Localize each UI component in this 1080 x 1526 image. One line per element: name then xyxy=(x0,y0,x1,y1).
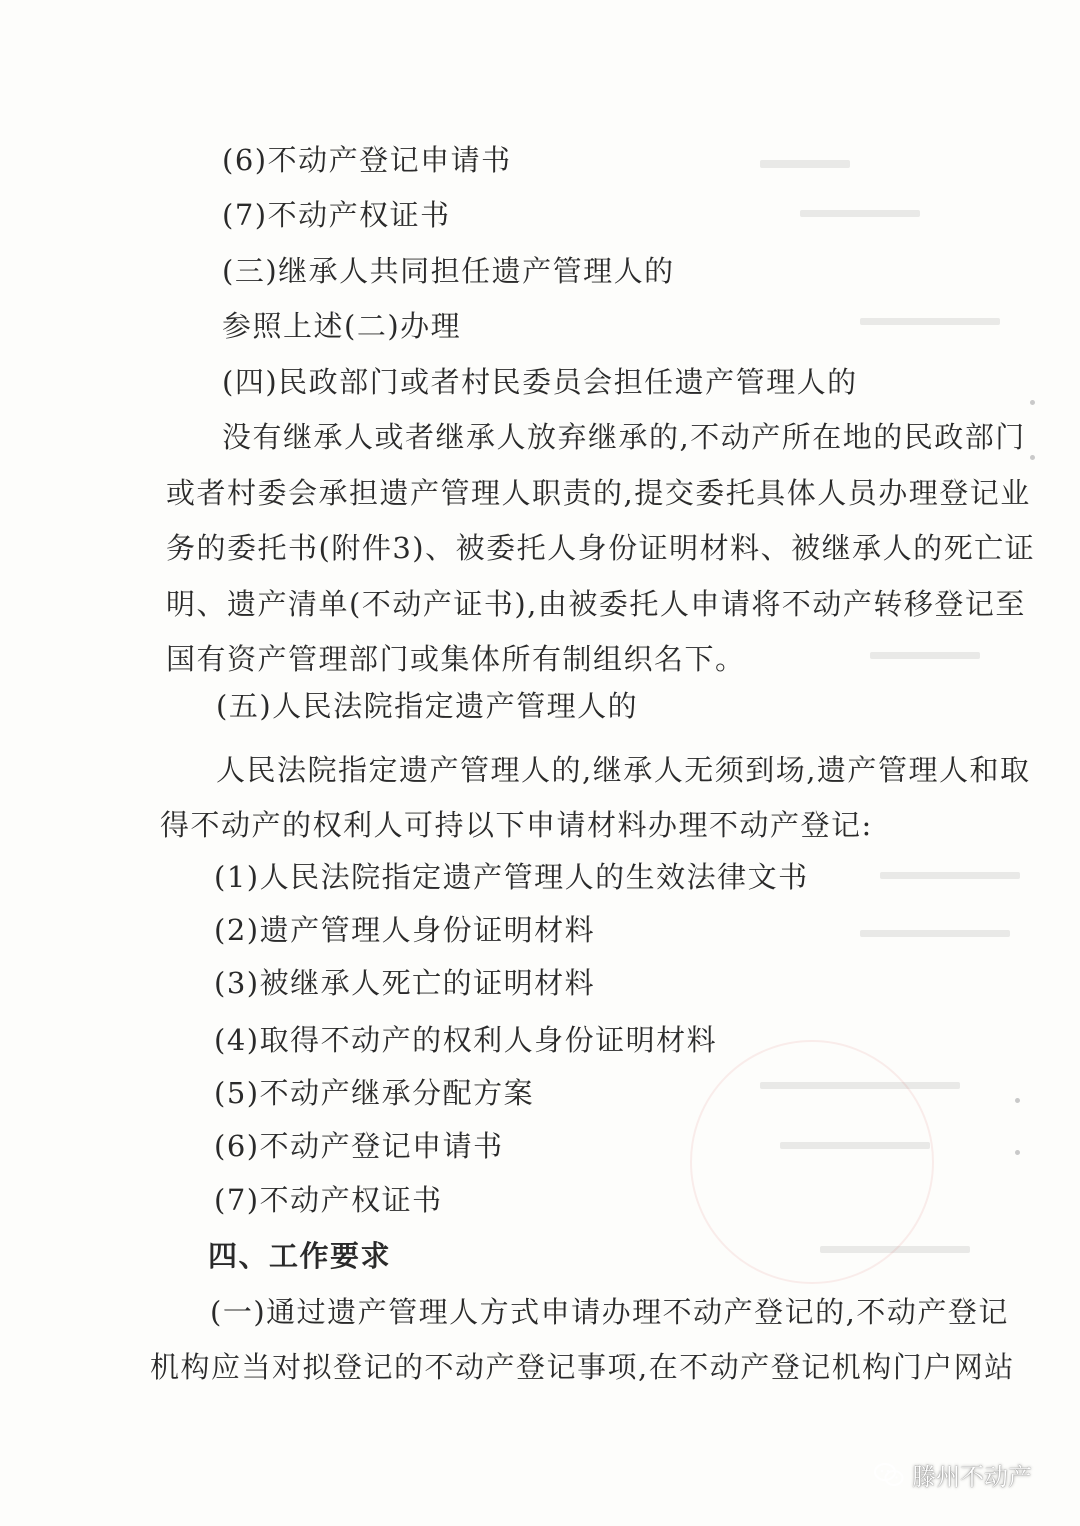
paragraph-line: 得不动产的权利人可持以下申请材料办理不动产登记: xyxy=(160,808,873,842)
list-item: (6)不动产登记申请书 xyxy=(214,1129,504,1163)
section-heading: (五)人民法院指定遗产管理人的 xyxy=(216,689,639,723)
bleed-mark xyxy=(860,318,1000,325)
list-item: (6)不动产登记申请书 xyxy=(222,143,512,177)
watermark-text: 滕州不动产 xyxy=(912,1463,1032,1491)
paragraph-line: 机构应当对拟登记的不动产登记事项,在不动产登记机构门户网站 xyxy=(150,1350,1015,1384)
paragraph-line: 国有资产管理部门或集体所有制组织名下。 xyxy=(166,642,746,676)
paragraph-line: 人民法院指定遗产管理人的,继承人无须到场,遗产管理人和取 xyxy=(216,753,1031,787)
list-item: (2)遗产管理人身份证明材料 xyxy=(214,913,596,947)
bleed-mark xyxy=(760,160,850,168)
paragraph-line: 或者村委会承担遗产管理人职责的,提交委托具体人员办理登记业 xyxy=(166,476,1031,510)
watermark xyxy=(874,1457,1032,1492)
edge-dot xyxy=(1015,1098,1020,1103)
paragraph-line: 参照上述(二)办理 xyxy=(222,309,462,343)
section-heading: (四)民政部门或者村民委员会担任遗产管理人的 xyxy=(222,365,858,399)
list-item: (7)不动产权证书 xyxy=(214,1183,443,1217)
paragraph-line: 没有继承人或者继承人放弃继承的,不动产所在地的民政部门 xyxy=(222,420,1026,454)
bleed-mark xyxy=(800,210,920,217)
bleed-mark xyxy=(870,652,980,659)
faint-stamp xyxy=(690,1040,934,1284)
paragraph-line: (一)通过遗产管理人方式申请办理不动产登记的,不动产登记 xyxy=(210,1295,1009,1329)
edge-dot xyxy=(1030,400,1035,405)
list-item: (7)不动产权证书 xyxy=(222,198,451,232)
list-item: (4)取得不动产的权利人身份证明材料 xyxy=(214,1023,718,1057)
paragraph-line: 明、遗产清单(不动产证书),由被委托人申请将不动产转移登记至 xyxy=(166,587,1026,621)
edge-dot xyxy=(1030,455,1035,460)
list-item: (5)不动产继承分配方案 xyxy=(214,1076,535,1110)
list-item: (1)人民法院指定遗产管理人的生效法律文书 xyxy=(214,860,809,894)
wechat-icon xyxy=(874,1462,904,1488)
bleed-mark xyxy=(860,930,1010,937)
paragraph-line: 务的委托书(附件3)、被委托人身份证明材料、被继承人的死亡证 xyxy=(166,531,1036,565)
list-item: (3)被继承人死亡的证明材料 xyxy=(214,966,596,1000)
bleed-mark xyxy=(880,872,1020,879)
section-heading: (三)继承人共同担任遗产管理人的 xyxy=(222,254,675,288)
section-heading: 四、工作要求 xyxy=(208,1239,392,1273)
edge-dot xyxy=(1015,1150,1020,1155)
